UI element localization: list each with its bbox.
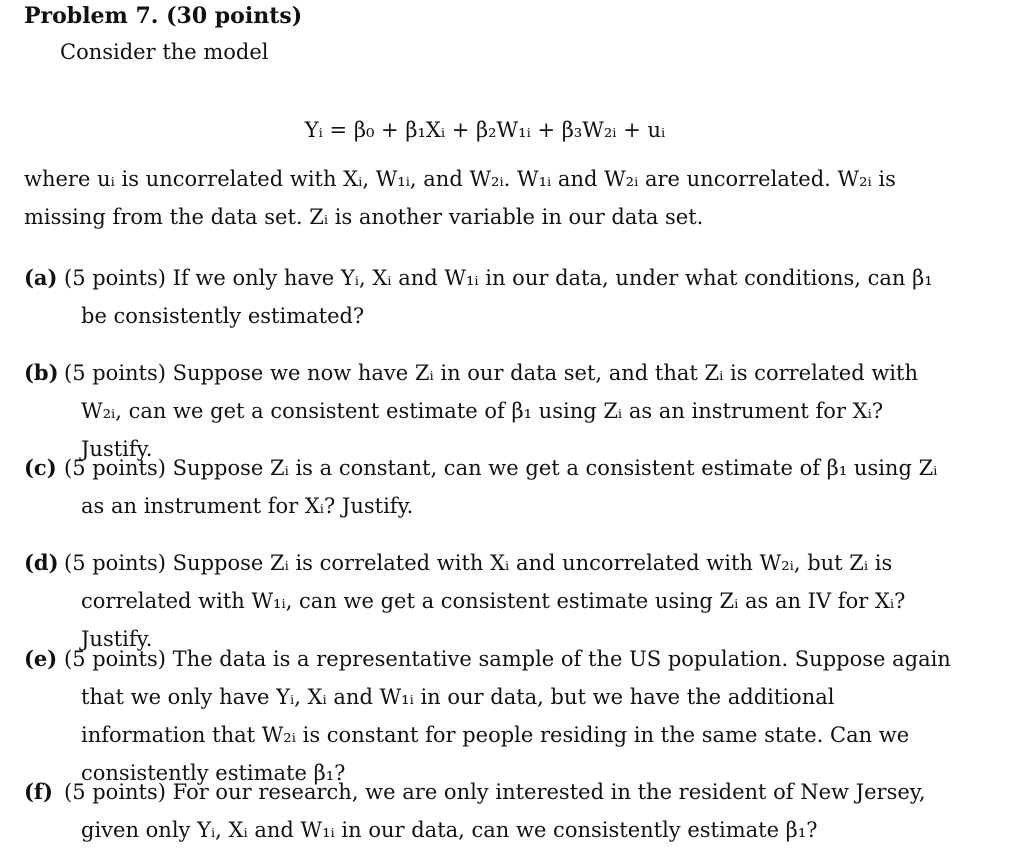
part-points: (5 points)	[64, 456, 166, 480]
part-c	[24, 449, 954, 525]
part-points: (5 points)	[64, 780, 166, 804]
part-text: For our research, we are only interested in the resident of New Jersey, given only Yᵢ, Xᵢ and W₁ᵢ in our data, can we consistently estimate β₁?	[81, 780, 926, 842]
part-a	[24, 259, 954, 335]
part-label: (f)	[24, 779, 53, 804]
problem-setup: where uᵢ is uncorrelated with Xᵢ, W₁ᵢ, and W₂ᵢ. W₁ᵢ and W₂ᵢ are uncorrelated. W₂ᵢ is missing from the data set. Zᵢ is another variable in our data set.	[24, 167, 896, 229]
part-label: (b)	[24, 360, 59, 385]
part-text: If we only have Yᵢ, Xᵢ and W₁ᵢ in our data, under what conditions, can β₁ be consistently estimated?	[81, 266, 933, 328]
part-label: (c)	[24, 455, 57, 480]
part-text: Suppose Zᵢ is a constant, can we get a consistent estimate of β₁ using Zᵢ as an instrument for Xᵢ? Justify.	[81, 456, 938, 518]
part-label: (a)	[24, 265, 58, 290]
part-points: (5 points)	[64, 266, 166, 290]
part-e	[24, 640, 954, 792]
problem-intro: Consider the model	[60, 40, 269, 64]
part-label: (e)	[24, 646, 58, 671]
model-equation: Yᵢ = β₀ + β₁Xᵢ + β₂W₁ᵢ + β₃W₂ᵢ + uᵢ	[304, 118, 666, 142]
problem-title: Problem 7. (30 points)	[24, 3, 303, 29]
part-label: (d)	[24, 550, 59, 575]
part-points: (5 points)	[64, 647, 166, 671]
part-f	[24, 773, 954, 849]
part-text: The data is a representative sample of the US population. Suppose again that we only have Yᵢ, Xᵢ and W₁ᵢ in our data, but we have the additional information that W₂ᵢ is constant for people residing in the same state. Can we consistently estimate β₁?	[81, 647, 951, 785]
part-text: Suppose Zᵢ is correlated with Xᵢ and uncorrelated with W₂ᵢ, but Zᵢ is correlated with W₁ᵢ, can we get a consistent estimate using Zᵢ as an IV for Xᵢ? Justify.	[81, 551, 906, 651]
part-points: (5 points)	[64, 551, 166, 575]
part-points: (5 points)	[64, 361, 166, 385]
part-text: Suppose we now have Zᵢ in our data set, and that Zᵢ is correlated with W₂ᵢ, can we get a consistent estimate of β₁ using Zᵢ as an instrument for Xᵢ? Justify.	[81, 361, 918, 461]
